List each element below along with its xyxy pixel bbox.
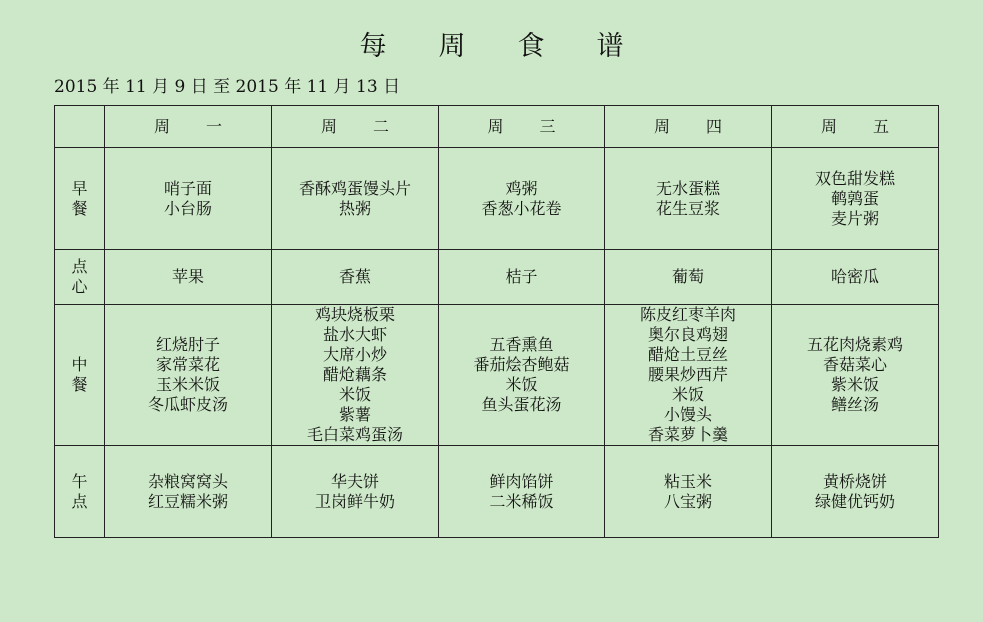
day-header: 周 四 — [605, 106, 772, 148]
day-header: 周 五 — [772, 106, 939, 148]
menu-cell: 香酥鸡蛋馒头片 热粥 — [272, 148, 439, 250]
menu-cell: 双色甜发糕 鹌鹑蛋 麦片粥 — [772, 148, 939, 250]
menu-cell: 苹果 — [105, 250, 272, 305]
menu-cell: 桔子 — [439, 250, 605, 305]
menu-cell: 华夫饼 卫岗鲜牛奶 — [272, 446, 439, 538]
weekly-menu-table — [54, 105, 939, 538]
snack-row — [55, 250, 939, 305]
menu-cell: 陈皮红枣羊肉 奥尔良鸡翅 醋炝土豆丝 腰果炒西芹 米饭 小馒头 香菜萝卜羹 — [605, 305, 772, 446]
menu-cell: 鲜肉馅饼 二米稀饭 — [439, 446, 605, 538]
breakfast-row — [55, 148, 939, 250]
menu-cell: 五香熏鱼 番茄烩杏鲍菇 米饭 鱼头蛋花汤 — [439, 305, 605, 446]
title-char: 食 — [517, 31, 545, 62]
menu-cell: 红烧肘子 家常菜花 玉米米饭 冬瓜虾皮汤 — [105, 305, 272, 446]
lunch-row — [55, 305, 939, 446]
date-range: 2015 年 11 月 9 日 至 2015 年 11 月 13 日 — [54, 77, 401, 97]
title-char: 每 — [359, 31, 387, 62]
menu-cell: 黄桥烧饼 绿健优钙奶 — [772, 446, 939, 538]
day-header: 周 三 — [439, 106, 605, 148]
menu-cell: 鸡粥 香葱小花卷 — [439, 148, 605, 250]
meal-label: 午 点 — [55, 446, 105, 538]
title-char: 周 — [438, 31, 466, 62]
menu-cell: 五花肉烧素鸡 香菇菜心 紫米饭 鳝丝汤 — [772, 305, 939, 446]
afternoon-snack-row — [55, 446, 939, 538]
menu-cell: 杂粮窝窝头 红豆糯米粥 — [105, 446, 272, 538]
header-row — [55, 106, 939, 148]
day-header: 周 一 — [105, 106, 272, 148]
meal-label: 中 餐 — [55, 305, 105, 446]
menu-cell: 哈密瓜 — [772, 250, 939, 305]
meal-label: 早 餐 — [55, 148, 105, 250]
title-char: 谱 — [596, 31, 624, 62]
day-header: 周 二 — [272, 106, 439, 148]
menu-cell: 哨子面 小台肠 — [105, 148, 272, 250]
menu-cell: 粘玉米 八宝粥 — [605, 446, 772, 538]
corner-cell — [55, 106, 105, 148]
page-title — [0, 24, 983, 63]
menu-cell: 鸡块烧板栗 盐水大虾 大席小炒 醋炝藕条 米饭 紫薯 毛白菜鸡蛋汤 — [272, 305, 439, 446]
menu-cell: 香蕉 — [272, 250, 439, 305]
meal-label: 点 心 — [55, 250, 105, 305]
menu-cell: 葡萄 — [605, 250, 772, 305]
menu-cell: 无水蛋糕 花生豆浆 — [605, 148, 772, 250]
